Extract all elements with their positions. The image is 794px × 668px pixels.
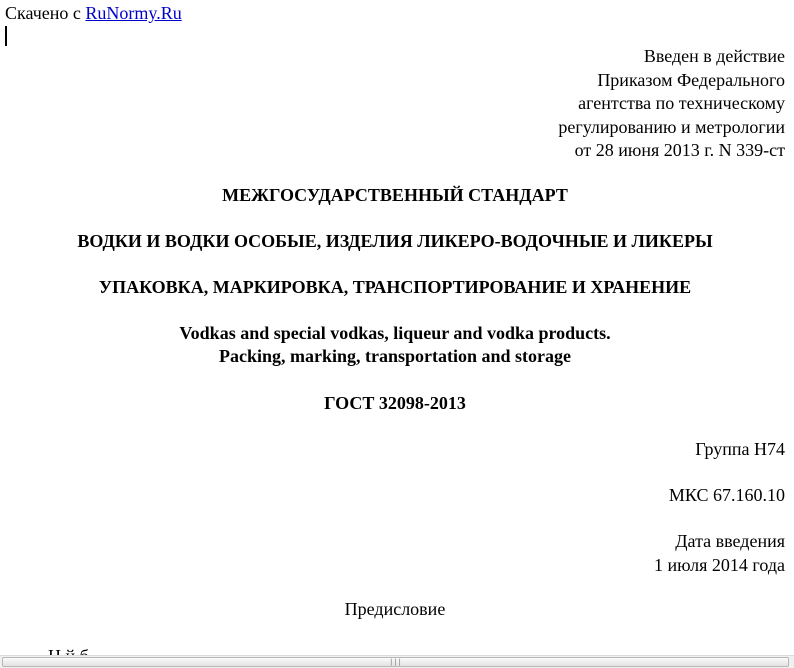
scrollbar-thumb[interactable] [2, 657, 789, 667]
standard-type: МЕЖГОСУДАРСТВЕННЫЙ СТАНДАРТ [222, 185, 568, 205]
preface-heading: Предисловие [344, 599, 446, 619]
standard-subtitle-ru: УПАКОВКА, МАРКИРОВКА, ТРАНСПОРТИРОВАНИЕ И ХРАНЕНИЕ [98, 277, 692, 297]
standard-title-en-line2: Packing, marking, transportation and storage [218, 346, 571, 366]
runormy-link[interactable]: RuNormy.Ru [85, 3, 182, 23]
standard-title-ru: ВОДКИ И ВОДКИ ОСОБЫЕ, ИЗДЕЛИЯ ЛИКЕРО-ВОДОЧНЫЕ И ЛИКЕРЫ [77, 231, 713, 251]
standard-title-en-line1: Vodkas and special vodkas, liqueur and vodka products. [179, 323, 611, 343]
source-prefix: Скачено с [5, 3, 81, 23]
enactment-line: Введен в действие [643, 46, 785, 66]
enactment-line: от 28 июня 2013 г. N 339-ст [574, 140, 785, 160]
text-cursor [5, 26, 7, 46]
enactment-line: агентства по техническому [578, 93, 785, 113]
standard-code: ГОСТ 32098-2013 [324, 393, 466, 413]
enactment-line: регулированию и метрологии [558, 116, 785, 137]
introduction-date-value: 1 июля 2014 года [654, 554, 785, 575]
enactment-line: Приказом Федерального [597, 69, 785, 90]
grip-icon: ||| [389, 658, 402, 666]
horizontal-scrollbar[interactable] [0, 655, 794, 668]
group-code-text: Группа Н74 [695, 439, 785, 459]
introduction-date-block [654, 530, 785, 577]
group-code [695, 438, 785, 462]
enactment-block [558, 45, 785, 163]
mks-code [669, 484, 785, 508]
mks-code-text: МКС 67.160.10 [668, 485, 785, 505]
source-line [5, 2, 182, 24]
introduction-date-label: Дата введения [675, 531, 785, 551]
